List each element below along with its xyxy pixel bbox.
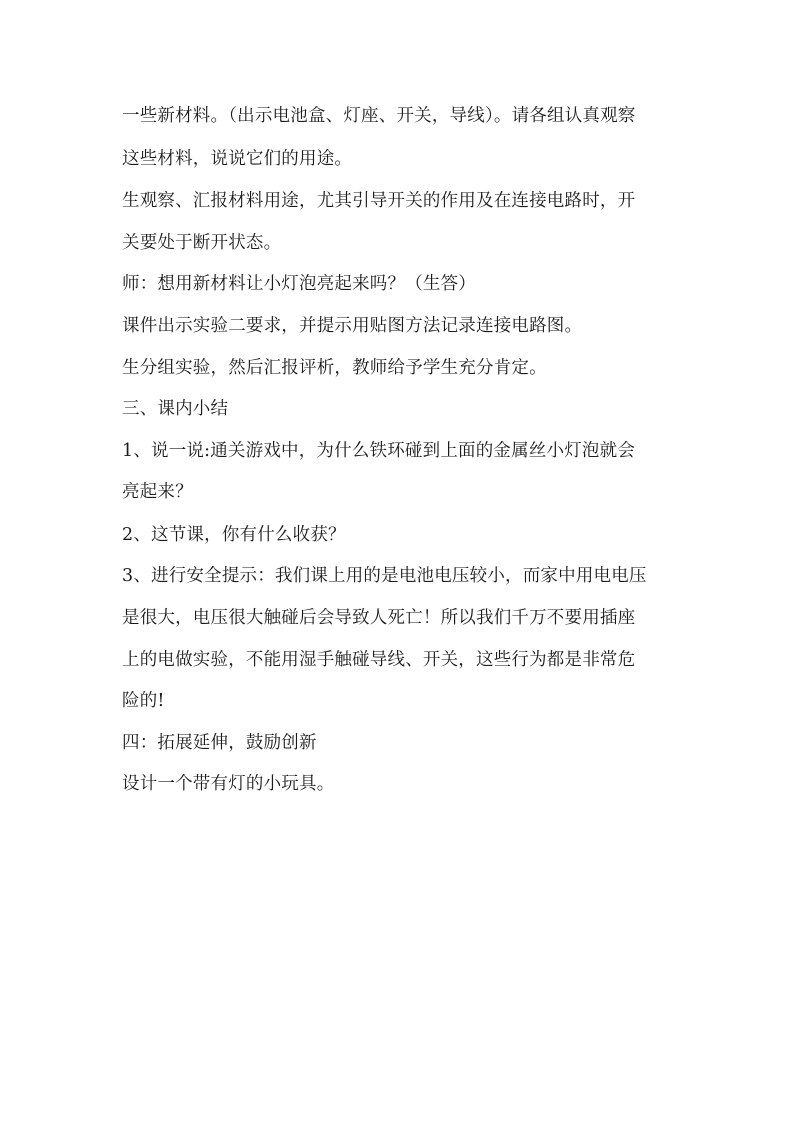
paragraph-line: 2、这节课，你有什么收获？: [122, 525, 346, 545]
paragraph-line: 上的电做实验，不能用湿手触碰导线、开关，这些行为都是非常危: [122, 650, 636, 670]
paragraph-line: 是很大，电压很大触碰后会导致人死亡！所以我们千万不要用插座: [122, 608, 636, 628]
paragraph-line: 一些新材料。（出示电池盒、灯座、开关，导线）。请各组认真观察: [122, 106, 636, 126]
paragraph-line: 3、进行安全提示：我们课上用的是电池电压较小，而家中用电电压: [122, 566, 647, 586]
paragraph-line: 设计一个带有灯的小玩具。: [122, 774, 335, 794]
paragraph-line: 险的!: [122, 691, 165, 711]
paragraph-line: 这些材料，说说它们的用途。: [122, 149, 353, 169]
paragraph-line: 生分组实验，然后汇报评析，教师给予学生充分肯定。: [122, 358, 547, 378]
paragraph-line: 师：想用新材料让小灯泡亮起来吗？（生答）: [122, 274, 476, 294]
paragraph-line: 1、说一说:通关游戏中，为什么铁环碰到上面的金属丝小灯泡就会: [122, 441, 636, 461]
section-heading: 三、课内小结: [122, 399, 229, 419]
paragraph-line: 关要处于断开状态。: [122, 233, 282, 253]
paragraph-line: 课件出示实验二要求，并提示用贴图方法记录连接电路图。: [122, 316, 583, 336]
section-heading: 四：拓展延伸，鼓励创新: [122, 733, 317, 753]
paragraph-line: 生观察、汇报材料用途，尤其引导开关的作用及在连接电路时，开: [122, 191, 636, 211]
paragraph-line: 亮起来？: [122, 482, 193, 502]
